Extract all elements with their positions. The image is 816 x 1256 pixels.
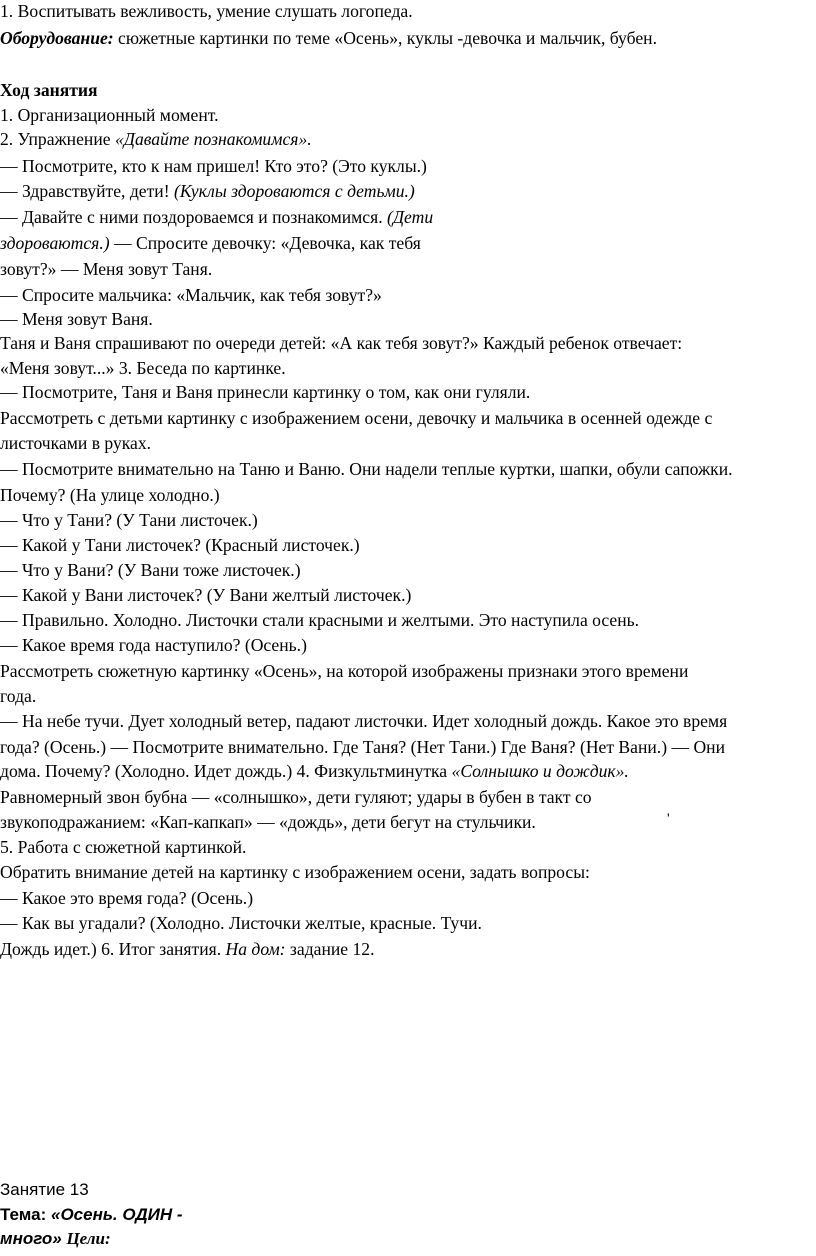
text-line: года. <box>0 686 37 706</box>
equipment-text: сюжетные картинки по теме «Осень», куклы -девочка и мальчик, бубен. <box>113 28 657 48</box>
text-line: Равномерный звон бубна — «солнышко», дети гуляют; удары в бубен в такт со <box>0 787 592 807</box>
text-line: Таня и Ваня спрашивают по очереди детей: «А как тебя зовут?» Каждый ребенок отвечает: <box>0 333 683 353</box>
text-line: — Какое время года наступило? (Осень.) <box>0 635 307 655</box>
topic-goals-line: много» Цели: <box>0 1229 111 1248</box>
text-line: зовут?» — Меня зовут Таня. <box>0 259 213 279</box>
lesson-progress-heading: Ход занятия <box>0 80 98 100</box>
text-line: Рассмотреть с детьми картинку с изображением осени, девочку и мальчика в осенней одежде с <box>0 408 713 428</box>
equipment-line <box>0 27 657 49</box>
text-line: — Какой у Тани листочек? (Красный листочек.) <box>0 535 360 555</box>
text-line: — Посмотрите, кто к нам пришел! Кто это? (Это куклы.) <box>0 156 427 176</box>
text-line: — Какой у Вани листочек? (У Вани желтый листочек.) <box>0 585 412 605</box>
text-line: «Меня зовут...» 3. Беседа по картинке. <box>0 358 286 378</box>
text-line: — Что у Тани? (У Тани листочек.) <box>0 510 258 530</box>
text-line: года? (Осень.) — Посмотрите внимательно. Где Таня? (Нет Тани.) Где Ваня? (Нет Вани.) — Они <box>0 737 725 757</box>
text-line: — Меня зовут Ваня. <box>0 309 153 329</box>
text-line: 2. Упражнение «Давайте познакомимся». <box>0 129 312 149</box>
text-line: — Какое это время года? (Осень.) <box>0 888 254 908</box>
text-line: — Посмотрите, Таня и Ваня принесли картинку о том, как они гуляли. <box>0 382 531 402</box>
text-line: — Здравствуйте, дети! (Куклы здороваются с детьми.) <box>0 181 415 201</box>
text-line: — Давайте с ними поздороваемся и познакомимся. (Дети <box>0 207 434 227</box>
equipment-label: Оборудование: <box>0 28 114 48</box>
goal-line: 1. Воспитывать вежливость, умение слушать логопеда. <box>0 1 413 21</box>
topic-line: Тема: «Осень. ОДИН - <box>0 1205 183 1224</box>
text-line: — Что у Вани? (У Вани тоже листочек.) <box>0 560 301 580</box>
lesson-number: Занятие 13 <box>0 1180 89 1199</box>
text-line: Рассмотреть сюжетную картинку «Осень», на которой изображены признаки этого времени <box>0 661 689 681</box>
text-line: листочками в руках. <box>0 433 152 453</box>
text-line: дома. Почему? (Холодно. Идет дождь.) 4. Физкультминутка «Солнышко и дождик». <box>0 761 629 781</box>
text-line: Обратить внимание детей на картинку с изображением осени, задать вопросы: <box>0 862 590 882</box>
text-line: здороваются.) — Спросите девочку: «Девочка, как тебя <box>0 233 421 253</box>
tick-mark: ' <box>667 810 670 826</box>
text-line: — Посмотрите внимательно на Таню и Ваню. Они надели теплые куртки, шапки, обули сапожки. <box>0 459 733 479</box>
text-line: — Спросите мальчика: «Мальчик, как тебя зовут?» <box>0 285 382 305</box>
text-line: — Как вы угадали? (Холодно. Листочки желтые, красные. Тучи. <box>0 913 482 933</box>
text-line: — На небе тучи. Дует холодный ветер, падают листочки. Идет холодный дождь. Какое это время <box>0 711 728 731</box>
text-line: Почему? (На улице холодно.) <box>0 485 220 505</box>
text-line: 5. Работа с сюжетной картинкой. <box>0 837 247 857</box>
text-line: Дождь идет.) 6. Итог занятия. На дом: задание 12. <box>0 939 375 959</box>
text-line: 1. Организационный момент. <box>0 105 219 125</box>
text-line: — Правильно. Холодно. Листочки стали красными и желтыми. Это наступила осень. <box>0 610 640 630</box>
text-line: звукоподражанием: «Кап-капкап» — «дождь», дети бегут на стульчики. <box>0 812 536 832</box>
